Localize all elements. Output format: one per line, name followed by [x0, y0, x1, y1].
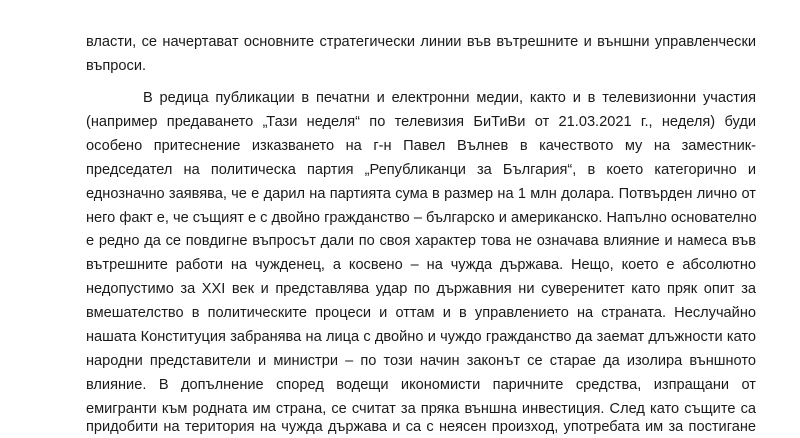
- paragraph-2-line-14: емигранти към родната им страна, се считат за пряка външна инвестиция. След като същите са: [86, 401, 756, 417]
- paragraph-2-line-15: придобити на територия на чужда държава и са с неясен произход, употребата им за постигане: [86, 419, 756, 435]
- paragraph-2-line-2: (например предаването „Тази неделя“ по телевизия БиТиВи от 21.03.2021 г., неделя) буди: [86, 114, 756, 130]
- paragraph-2-line-13: влияние. В допълнение според водещи икономисти паричните средства, изпращани от: [86, 377, 756, 393]
- paragraph-2-line-9: недопустимо за XXI век и представлява удар по държавния ни суверенитет като пряк опит за: [86, 281, 756, 297]
- paragraph-2-line-11: нашата Конституция забранява на лица с двойно и чуждо гражданство да заемат длъжности като: [86, 329, 756, 345]
- paragraph-2-line-12: народни представители и министри – по този начин законът се старае да изолира външното: [86, 353, 756, 369]
- paragraph-2-line-1: В редица публикации в печатни и електронни медии, както и в телевизионни участия: [143, 90, 756, 106]
- paragraph-1-line-1: власти, се начертават основните стратегически линии във вътрешните и външни управленчески: [86, 34, 756, 50]
- paragraph-2-line-8: вътрешните работи на чужденец, а косвено – на чужда държава. Нещо, което е абсолютно: [86, 257, 756, 273]
- paragraph-2-line-6: него факт е, че същият е с двойно гражданство – българско и американско. Напълно основателно: [86, 210, 757, 226]
- paragraph-1-line-2: въпроси.: [86, 58, 147, 74]
- paragraph-2-line-4: председател на политическа партия „Републиканци за България“, в което категорично и: [86, 162, 756, 178]
- paragraph-2-line-3: особено притеснение изказването на г-н Павел Вълнев в качеството му на заместник-: [86, 138, 756, 154]
- paragraph-2-line-10: вмешателство в политическите процеси и оттам и в управлението на страната. Неслучайно: [86, 305, 756, 321]
- paragraph-2-line-5: еднозначно заявява, че е дарил на партията сума в размер на 1 млн долара. Потвърден лично от: [86, 186, 756, 202]
- paragraph-2-line-7: е редно да се повдигне въпросът дали по своя характер това не означава влияние и намеса във: [86, 233, 756, 249]
